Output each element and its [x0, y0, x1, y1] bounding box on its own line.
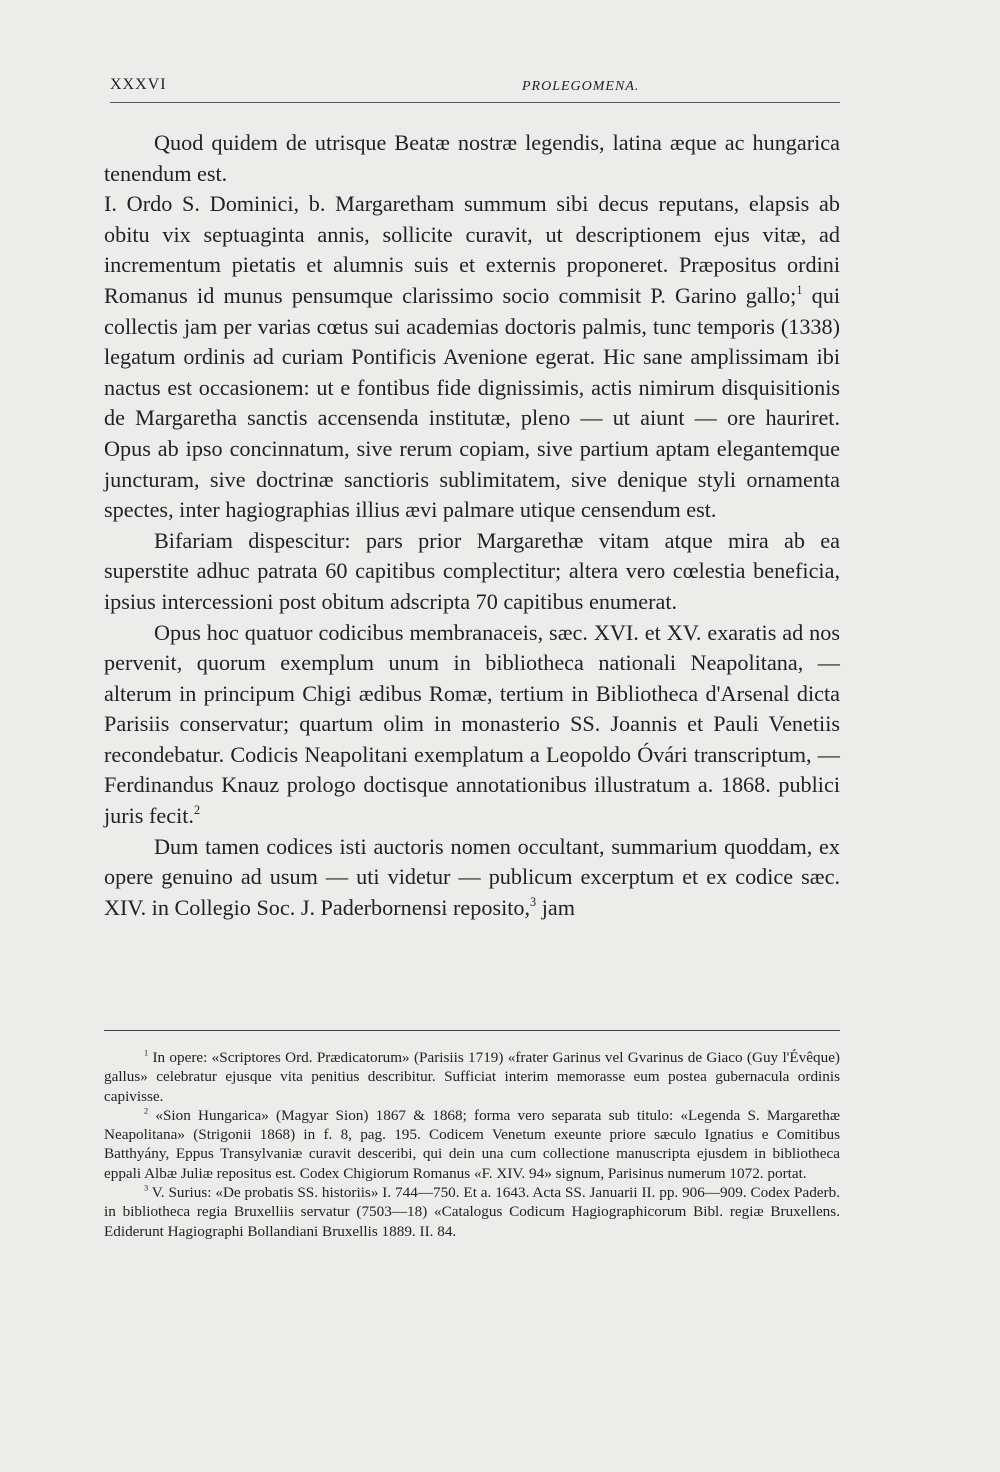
- paragraph-3: [104, 526, 840, 618]
- footnote-1: [104, 1048, 840, 1106]
- footnote-3-text: V. Surius: «De probatis SS. historiis» I. 744—750. Et a. 1643. Acta SS. Januarii II. pp. 906—909. Codex Paderb. in bibliotheca regia Bruxelliis servatur (7503—18) «Catalogus Codicum Hagiographicorum Bibl. regiæ Bruxellens. Ediderunt Hagiographi Bollandiani Bruxellis 1889. II. 84.: [104, 1184, 840, 1240]
- paragraph-1: [104, 128, 840, 189]
- footnote-2: [104, 1106, 840, 1183]
- paragraph-2: [104, 189, 840, 526]
- footnote-ref-3: 3: [530, 894, 537, 909]
- paragraph-4: [104, 618, 840, 832]
- paragraph-3-text: Bifariam dispescitur: pars prior Margarethæ vitam atque mira ab ea superstite adhuc patrata 60 capitibus complectitur; altera vero cœlestia beneficia, ipsius intercessioni post obitum adscripta 70 capitibus enumerat.: [104, 527, 840, 614]
- running-header: [110, 76, 840, 103]
- paragraph-2-text-a: I. Ordo S. Dominici, b. Margaretham summum sibi decus reputans, elapsis ab obitu vix septuaginta annis, sollicite curavit, ut descriptionem ejus vitæ, ad incrementum pietatis et alumnis suis et externis proponeret. Præpositus ordini Romanus id munus pensumque clarissimo socio commisit P. Garino gallo;: [104, 191, 840, 308]
- running-title: PROLEGOMENA.: [522, 79, 640, 94]
- paragraph-4-text: Opus hoc quatuor codicibus membranaceis, sæc. XVI. et XV. exaratis ad nos pervenit, quorum exemplum unum in bibliotheca nationali Neapolitana, — alterum in principum Chigi ædibus Romæ, tertium in Bibliotheca d'Arsenal dicta Parisiis conservatur; quartum olim in monasterio SS. Joannis et Pauli Venetiis recondebatur. Codicis Neapolitani exemplatum a Leopoldo Óvári transcriptum, — Ferdinandus Knauz prologo doctisque annotationibus illustratum a. 1868. publici juris fecit.: [104, 619, 840, 829]
- paragraph-5-text-b: jam: [536, 894, 575, 920]
- page-number: XXXVI: [110, 76, 167, 93]
- footnote-2-text: «Sion Hungarica» (Magyar Sion) 1867 & 1868; forma vero separata sub titulo: «Legenda S. Margarethæ Neapolitana» (Strigonii 1868) in f. 8, pag. 195. Codicem Venetum exeunte priore sæculo Ignatius e Comitibus Batthyány, Eppus Transylvaniæ curavit desceribi, qui dein una cum collectione manuscripta ejusdem in bibliotheca eppali Albæ Juliæ repositus est. Codex Chigiorum Romanus «F. XIV. 94» signum, Parisinus numerum 1072. portat.: [104, 1106, 840, 1182]
- footnote-ref-1: 1: [796, 282, 803, 297]
- footnote-2-mark: 2: [144, 1106, 149, 1116]
- footnote-ref-2: 2: [193, 802, 201, 817]
- footnote-1-text: In opere: «Scriptores Ord. Prædicatorum» (Parisiis 1719) «frater Garinus vel Gvarinus de Giaco (Guy l'Évêque) gallus» celebratur ejusque vita penitius describitur. Sufficiat interim memorasse eum postea gubernacula ordinis capivisse.: [104, 1049, 840, 1105]
- paragraph-5: [104, 832, 840, 924]
- paragraph-5-text-a: Dum tamen codices isti auctoris nomen occultant, summarium quoddam, ex opere genuino ad usum — uti videtur — publicum excerptum et ex codice sæc. XIV. in Collegio Soc. J. Paderbornensi reposito,: [104, 833, 840, 920]
- footnote-1-mark: 1: [144, 1048, 149, 1058]
- footnote-3-mark: 3: [144, 1183, 149, 1193]
- paragraph-1-text: Quod quidem de utrisque Beatæ nostræ legendis, latina æque ac hungarica tenendum est.: [104, 130, 840, 186]
- footnotes: [104, 1048, 840, 1241]
- paragraph-2-text-b: qui collectis jam per varias cœtus sui academias doctoris palmis, tunc temporis (1338) legatum ordinis ad curiam Pontificis Avenione egerat. Hic sane amplissimam ibi nactus est occasionem: ut e fontibus fide dignissimis, actis nimirum disquisitionis de Margaretha sanctis accensenda institutæ, pleno — ut aiunt — ore hauriret. Opus ab ipso concinnatum, sive rerum copiam, sive partium aptam elegantemque juncturam, sive doctrinæ sanctioris sublimitatem, sive denique styli ornamenta spectes, inter hagiographias illius ævi palmare utique censendum est.: [104, 282, 840, 523]
- main-text: [104, 128, 840, 923]
- footnote-rule: [104, 1030, 840, 1031]
- footnote-3: [104, 1183, 840, 1241]
